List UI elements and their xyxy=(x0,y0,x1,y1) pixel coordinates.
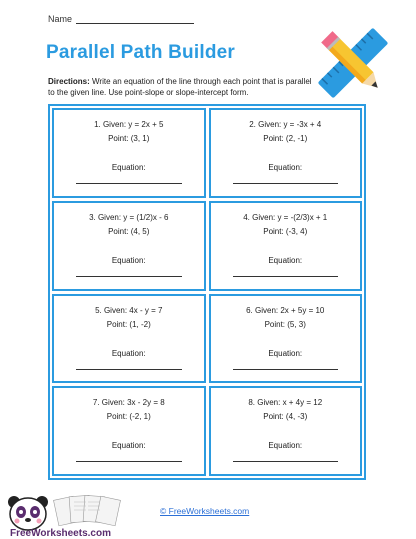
footer-copyright-link[interactable]: © FreeWorksheets.com xyxy=(160,506,250,516)
problem-given: 1. Given: y = 2x + 5 xyxy=(94,120,164,129)
problem-point: Point: (4, 5) xyxy=(108,226,150,236)
equation-answer-line[interactable] xyxy=(76,461,182,462)
directions-text: Write an equation of the line through each point that is parallel to the given line. Use point-slope or slope-intercept form. xyxy=(48,77,312,97)
equation-label: Equation: xyxy=(111,255,146,265)
equation-answer-line[interactable] xyxy=(76,276,182,277)
directions-label: Directions: xyxy=(48,77,90,86)
problem-box xyxy=(209,201,363,291)
problem-point: Point: (3, 1) xyxy=(108,134,150,143)
directions xyxy=(48,76,318,98)
equation-answer-line[interactable] xyxy=(76,369,182,370)
problem-box xyxy=(209,294,363,384)
equation-answer-line[interactable] xyxy=(233,369,339,370)
equation-label: Equation: xyxy=(268,348,303,358)
problem-box xyxy=(52,386,206,476)
problem-given: 4. Given: y = -(2/3)x + 1 xyxy=(243,212,328,222)
problem-box xyxy=(52,108,206,198)
problem-point: Point: (1, -2) xyxy=(106,319,151,329)
problem-box xyxy=(209,108,363,198)
worksheet-title: Parallel Path Builder xyxy=(46,42,235,63)
equation-label: Equation: xyxy=(268,441,303,451)
equation-label: Equation: xyxy=(111,348,146,358)
equation-label: Equation: xyxy=(268,255,303,265)
equation-answer-line[interactable] xyxy=(233,461,339,462)
problem-point: Point: (2, -1) xyxy=(263,134,308,143)
problem-box xyxy=(52,294,206,384)
logo-text: FreeWorksheets.com xyxy=(10,528,111,538)
problem-point: Point: (-2, 1) xyxy=(106,412,151,422)
problem-point: Point: (4, -3) xyxy=(263,412,308,422)
pencil-ruler-icon xyxy=(312,22,394,104)
equation-answer-line[interactable] xyxy=(233,276,339,277)
problem-given: 7. Given: 3x - 2y = 8 xyxy=(92,398,165,408)
problem-grid xyxy=(48,104,366,480)
panda-logo-icon xyxy=(4,490,154,538)
equation-label: Equation: xyxy=(111,441,146,451)
problem-box xyxy=(52,201,206,291)
problem-given: 3. Given: y = (1/2)x - 6 xyxy=(89,212,169,222)
equation-answer-line[interactable] xyxy=(233,183,339,184)
problem-given: 8. Given: x + 4y = 12 xyxy=(248,398,323,408)
problem-given: 2. Given: y = -3x + 4 xyxy=(249,120,322,129)
problem-given: 6. Given: 2x + 5y = 10 xyxy=(246,305,325,315)
equation-label: Equation: xyxy=(268,163,303,172)
equation-answer-line[interactable] xyxy=(76,183,182,184)
name-label: Name xyxy=(48,14,73,24)
name-row xyxy=(48,14,194,24)
problem-given: 5. Given: 4x - y = 7 xyxy=(95,305,163,315)
problem-point: Point: (-3, 4) xyxy=(263,226,308,236)
problem-point: Point: (5, 3) xyxy=(264,319,306,329)
equation-label: Equation: xyxy=(111,163,146,172)
problem-box xyxy=(209,386,363,476)
name-line xyxy=(76,14,194,24)
